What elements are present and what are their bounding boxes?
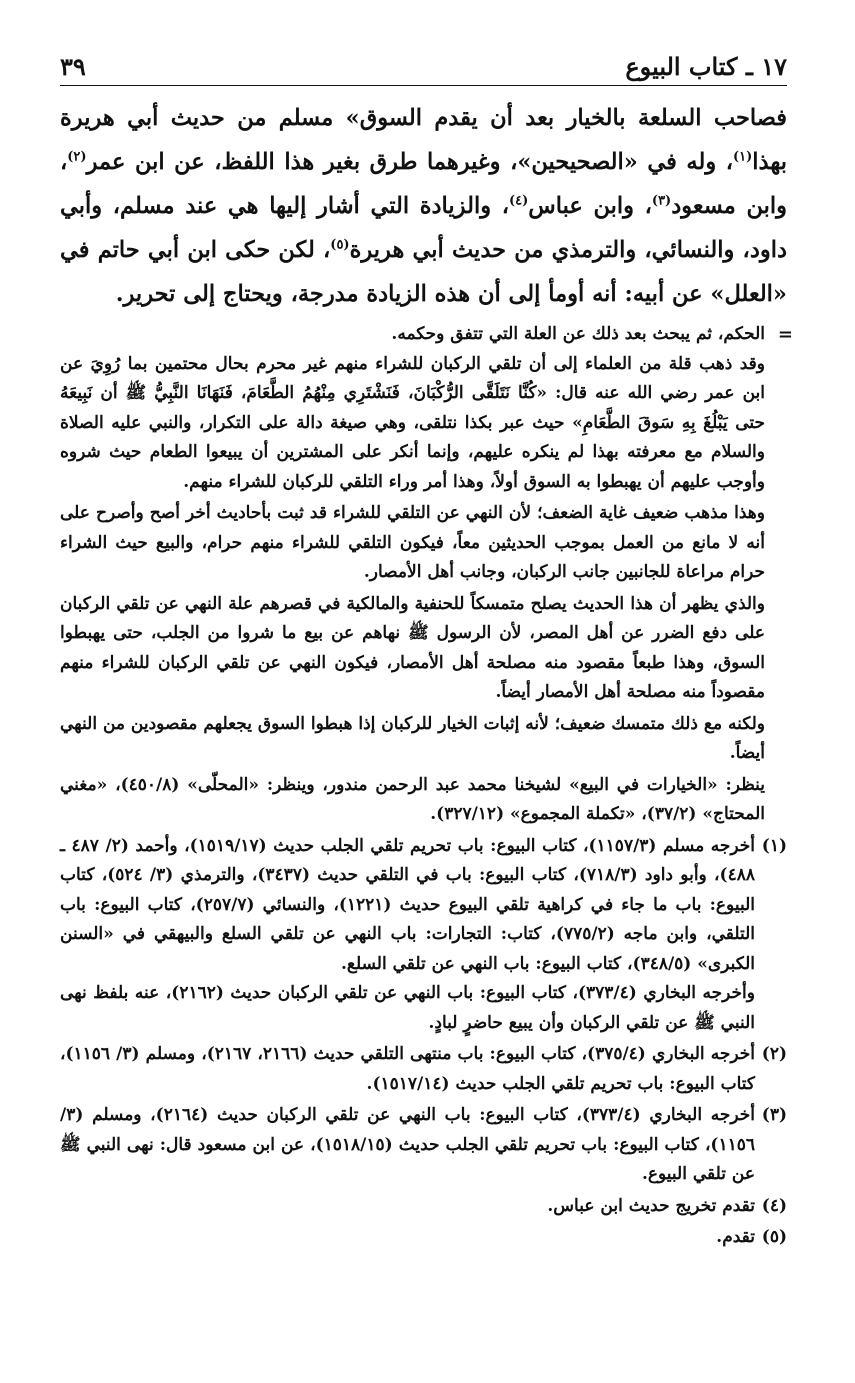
main-text — [60, 96, 787, 316]
footnote-number: (١) — [761, 835, 787, 856]
main-text-run: فصاحب السلعة بالخيار بعد أن يقدم السوق» مسلم من حديث أبي هريرة بهذا — [60, 105, 787, 175]
chapter-title: ١٧ ـ كتاب البيوع — [625, 52, 787, 81]
continuation-mark: = — [777, 324, 793, 345]
footnote-ref-5[interactable]: (٥) — [330, 237, 350, 253]
footnote-number: (٥) — [761, 1227, 787, 1247]
page-number: ٣٩ — [60, 52, 86, 81]
main-text-run: ، والزيادة التي أشار إليها هي عند مسلم، وأبي داود، والنسائي، والترمذي من حديث أبي هريرة — [60, 193, 787, 263]
footnote-2 — [60, 1040, 787, 1099]
footnote-5 — [60, 1223, 787, 1253]
footnote-3 — [60, 1101, 787, 1190]
note-paragraph: ولكنه مع ذلك متمسك ضعيف؛ لأنه إثبات الخيار للركبان إذا هبطوا السوق يجعلهم مقصودين من النهي أيضاً. — [60, 713, 765, 763]
main-text-run: ، وابن عباس — [528, 193, 652, 219]
main-text-run: ، وله في «الصحيحين»، وغيرهما طرق بغير هذا اللفظ، عن ابن عمر — [86, 149, 733, 175]
footnote-4 — [60, 1192, 787, 1222]
page-header — [60, 42, 787, 86]
footnotes — [60, 320, 793, 1253]
main-text-run: ، وابن مسعود — [60, 149, 787, 219]
note-paragraph: والذي يظهر أن هذا الحديث يصلح متمسكاً للحنفية والمالكية في قصرهم علة النهي عن تلقي الركبان على دفع الضرر عن أهل المصر، لأن الرسول ﷺ نهاهم عن بيع ما شروا من الجلب، حتى يهبطوا السوق، وهذا طبعاً مقصود منه مصلحة أهل الأمصار، فيكون النهي عن تلقي الركبان للشراء منهم مقصوداً منه مصلحة أهل الأمصار أيضاً. — [60, 593, 765, 702]
note-references: ينظر: «الخيارات في البيع» لشيخنا محمد عبد الرحمن مندور، وينظر: «المحلّى» (٤٥٠/٨)، «مغني المحتاج» (٣٧/٢)، «تكملة المجموع» (٣٢٧/١٢). — [60, 774, 765, 824]
footnote-number: (٤) — [761, 1195, 787, 1216]
footnote-text: تقدم. — [716, 1227, 755, 1247]
footnote-1 — [60, 832, 787, 980]
note-continuation — [60, 320, 793, 350]
note-paragraph: وهذا مذهب ضعيف غاية الضعف؛ لأن النهي عن التلقي للشراء قد ثبت بأحاديث أخر أصح وأصرح على أنه لا مانع من العمل بموجب الحديثين معاً، فيكون التلقي للشراء منهم حرام، والبيع حيث الشراء حرام مراعاة للجانبين جانب الركبان، وجانب أهل الأمصار. — [60, 503, 765, 582]
main-text-run: ، لكن حكى ابن أبي حاتم في «العلل» عن أبيه: أنه أومأ إلى أن هذه الزيادة مدرجة، ويحتاج إلى تحرير. — [60, 237, 787, 307]
note-paragraph: وقد ذهب قلة من العلماء إلى أن تلقي الركبان للشراء منهم غير محرم بحال محتمين بما رُوِيَ عن ابن عمر رضي الله عنه قال: «كُنَّا نَتَلَقَّى الرُّكْبَانَ، فَنَشْتَرِي مِنْهُمُ الطَّعَامَ، فَنَهَانَا النَّبِيُّ ﷺ أن نَبِيعَهُ حتى يَبْلُغَ بِهِ سَوقَ الطَّعَامِ» حيث عبر بكذا نتلقى، وهي صيغة دالة على التكرار، والنبي عليه الصلاة والسلام مع معرفته بهذا لم ينكره عليهم، وإنما أنكر على المشترين أن يبيعوا الطعام حيث شروه وأوجب عليهم أن يهبطوا به السوق أولاً، وهذا أمر وراء التلقي للركبان للشراء منهم. — [60, 353, 765, 492]
main-paragraph — [60, 96, 787, 316]
footnote-ref-1[interactable]: (١) — [733, 149, 753, 165]
footnote-text: أخرجه البخاري (٣٧٥/٤)، كتاب البيوع: باب منتهى التلقي حديث (٢١٦٦، ٢١٦٧)، ومسلم (٣/ ١١٥٦)، كتاب البيوع: باب تحريم تلقي الجلب حديث (١٥١٧/١٤). — [60, 1044, 755, 1094]
footnote-1-continuation: وأخرجه البخاري (٣٧٣/٤)، كتاب البيوع: باب النهي عن تلقي الركبان حديث (٢١٦٢)، عنه بلفظ نهى النبي ﷺ عن تلقي الركبان وأن يبيع حاضرٍ لبادٍ. — [60, 983, 755, 1033]
footnote-text: تقدم تخريج حديث ابن عباس. — [547, 1195, 755, 1216]
footnote-text: أخرجه مسلم (١١٥٧/٣)، كتاب البيوع: باب تحريم تلقي الجلب حديث (١٥١٩/١٧)، وأحمد (٢/ ٤٨٧ ـ ٤٨٨)، وأبو داود (٧١٨/٣)، كتاب البيوع: باب في التلقي حديث (٣٤٣٧)، والترمذي (٣/ ٥٢٤)، كتاب البيوع: باب ما جاء في كراهية تلقي البيوع حديث (١٢٢١)، والنسائي (٢٥٧/٧)، كتاب البيوع: باب التلقي، وابن ماجه (٧٧٥/٢)، كتاب: التجارات: باب النهي عن تلقي السلع والبيهقي في «السنن الكبرى» (٣٤٨/٥)، كتاب البيوع: باب النهي عن تلقي السلع. — [60, 835, 755, 974]
note-text: الحكم، ثم يبحث بعد ذلك عن العلة التي تتفق وحكمه. — [391, 324, 765, 344]
footnote-ref-2[interactable]: (٢) — [67, 149, 87, 165]
footnote-ref-3[interactable]: (٣) — [651, 193, 672, 209]
footnote-ref-4[interactable]: (٤) — [508, 193, 529, 209]
footnote-number: (٣) — [761, 1105, 787, 1125]
footnote-text: أخرجه البخاري (٣٧٣/٤)، كتاب البيوع: باب النهي عن تلقي الركبان حديث (٢١٦٤)، ومسلم (٣/ ١١٥٦)، كتاب البيوع: باب تحريم تلقي الجلب حديث (١٥١٨/١٥)، عن ابن مسعود قال: نهى النبي ﷺ عن تلقي البيوع. — [60, 1105, 756, 1184]
footnote-number: (٢) — [761, 1044, 787, 1064]
